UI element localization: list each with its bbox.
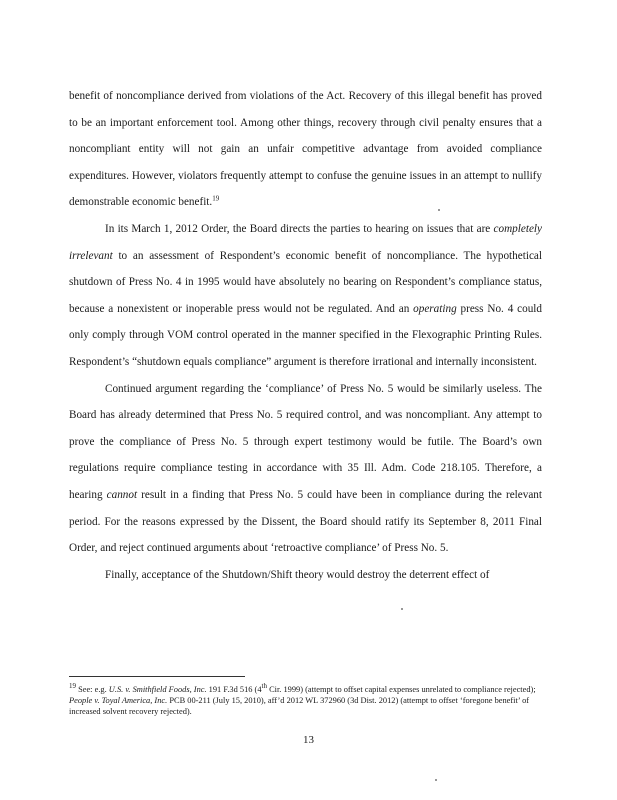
emphasis-text: People v. Toyal America, Inc. <box>69 696 168 706</box>
paragraph-3 <box>69 376 542 562</box>
paragraph-1 <box>69 83 542 216</box>
footnote-divider <box>69 676 245 677</box>
page-number: 13 <box>303 734 314 746</box>
text-run: In its March 1, 2012 Order, the Board directs the parties to hearing on issues that are <box>105 222 494 235</box>
text-run: Cir. 1999) (attempt to offset capital expenses unrelated to compliance rejected); <box>266 685 536 694</box>
paragraph-4 <box>69 562 542 589</box>
text-run: press No. 4 could only comply through VOM control operated in the manner specified in the Flexographic Printing Rules. Respondent’s “shutdown equals compliance” argument is therefore irrational and internally inconsistent. <box>69 302 542 368</box>
emphasis-text: operating <box>413 302 457 315</box>
emphasis-text: U.S. v. Smithfield Foods, Inc. <box>108 685 207 694</box>
paragraph-2 <box>69 216 542 376</box>
footnote-ref: th <box>261 682 267 691</box>
text-run: Continued argument regarding the ‘compliance’ of Press No. 5 would be similarly useless. The Board has already determined that Press No. 5 required control, and was noncompliant. Any attempt to prove the compliance of Press No. 5 through expert testimony would be futile. The Board’s own regulations require compliance testing in accordance with 35 Ill. Adm. Code 218.105. Therefore, a hearing <box>69 382 542 501</box>
emphasis-text: completely irrelevant <box>69 222 542 262</box>
text-run: 191 F.3d 516 (4 <box>206 685 262 694</box>
scan-speck <box>401 608 403 610</box>
scan-speck <box>435 779 437 781</box>
text-run: to an assessment of Respondent’s economic benefit of noncompliance. The hypothetical shutdown of Press No. 4 in 1995 would have absolutely no bearing on Respondent’s compliance status, because a nonexistent or inoperable press would not be regulated. And an <box>69 249 542 315</box>
scan-speck <box>438 209 440 211</box>
footnote-19 <box>69 684 547 718</box>
body-text <box>69 83 542 588</box>
emphasis-text: cannot <box>106 488 138 501</box>
footnote-ref: 19 <box>69 682 76 691</box>
text-run: Finally, acceptance of the Shutdown/Shift theory would destroy the deterrent effect of <box>105 568 490 581</box>
footnote-ref: 19 <box>212 194 220 203</box>
text-run: result in a finding that Press No. 5 could have been in compliance during the relevant period. For the reasons expressed by the Dissent, the Board should ratify its September 8, 2011 Final Order, and reject continued arguments about ‘retroactive compliance’ of Press No. 5. <box>69 488 543 555</box>
text-run: benefit of noncompliance derived from violations of the Act. Recovery of this illegal benefit has proved to be an important enforcement tool. Among other things, recovery through civil penalty ensures that a noncompliant entity will not gain an unfair competitive advantage from avoided compliance expenditures. However, violators frequently attempt to confuse the genuine issues in an attempt to nullify demonstrable economic benefit. <box>69 90 542 209</box>
text-run: See: e.g. <box>76 685 109 694</box>
text-run: PCB 00-211 (July 15, 2010), aff’d 2012 WL 372960 (3d Dist. 2012) (attempt to offset ‘foregone benefit’ of increased solvent recovery rejected). <box>69 696 530 717</box>
